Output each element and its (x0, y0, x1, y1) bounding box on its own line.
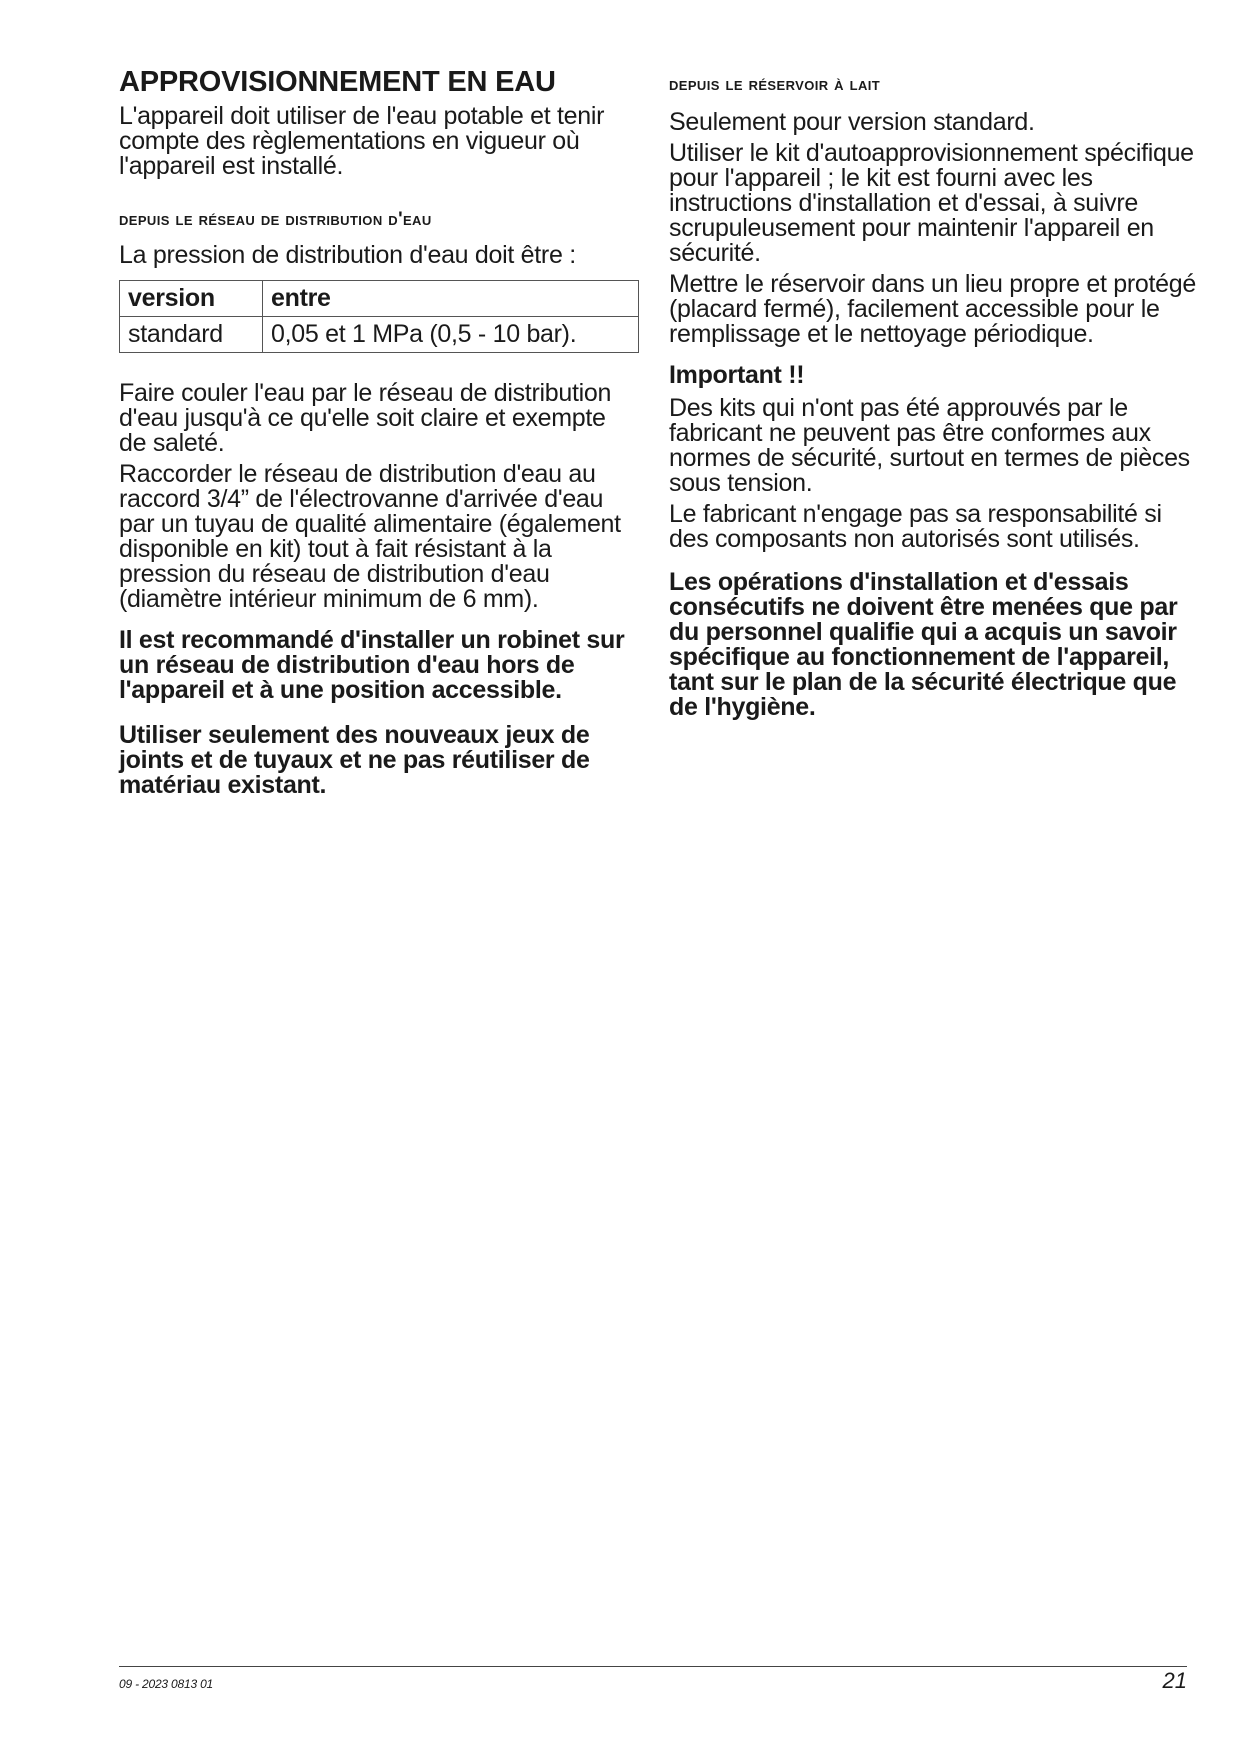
page-number: 21 (1162, 1668, 1187, 1693)
table-row (120, 317, 639, 353)
left-column (119, 64, 639, 798)
liability-paragraph: Le fabricant n'engage pas sa responsabilité si des composants non autorisés sont utilisés. (669, 500, 1162, 553)
subheading-milk-tank: depuis le réservoir à lait (669, 74, 881, 95)
document-code: 09 - 2023 0813 01 (119, 1677, 214, 1691)
important-heading: Important !! (669, 361, 805, 389)
table-header-row (120, 281, 639, 317)
pressure-intro: La pression de distribution d'eau doit être : (119, 241, 576, 269)
pressure-table (119, 280, 639, 353)
flush-paragraph: Faire couler l'eau par le réseau de distribution d'eau jusqu'à ce qu'elle soit claire et exempte de saleté. (119, 379, 612, 457)
table-cell: standard (120, 317, 263, 353)
intro-paragraph: L'appareil doit utiliser de l'eau potable et tenir compte des règlementations en vigueur où l'appareil est installé. (119, 102, 605, 180)
qualified-personnel-notice: Les opérations d'installation et d'essais consécutifs ne doivent être menées que par du personnel qualifie qui a acquis un savoir spécifique au fonctionnement de l'appareil, tant sur le plan de la sécurité électrique que de l'hygiène. (669, 568, 1178, 721)
standard-version-note: Seulement pour version standard. (669, 108, 1035, 136)
table-header-cell: entre (263, 281, 639, 317)
tank-placement-paragraph: Mettre le réservoir dans un lieu propre et protégé (placard fermé), facilement accessible pour le remplissage et le nettoyage périodique. (669, 270, 1196, 348)
kit-paragraph: Utiliser le kit d'autoapprovisionnement spécifique pour l'appareil ; le kit est fourni avec les instructions d'installation et d'essai, à suivre scrupuleusement pour maintenir l'appareil en sécurité. (669, 139, 1194, 267)
subheading-distribution-network: depuis le réseau de distribution d'eau (119, 209, 432, 230)
connect-paragraph: Raccorder le réseau de distribution d'eau au raccord 3/4” de l'électrovanne d'arrivée d'eau par un tuyau de qualité alimentaire (également disponible en kit) tout à fait résistant à la pression du réseau de distribution d'eau (diamètre intérieur minimum de 6 mm). (119, 460, 621, 613)
unapproved-kits-paragraph: Des kits qui n'ont pas été approuvés par le fabricant ne peuvent pas être conformes aux normes de sécurité, surtout en termes de pièces sous tension. (669, 394, 1190, 497)
new-seals-notice: Utiliser seulement des nouveaux jeux de joints et de tuyaux et ne pas réutiliser de matériau existant. (119, 721, 590, 799)
tap-recommendation: Il est recommandé d'installer un robinet sur un réseau de distribution d'eau hors de l'appareil et à une position accessible. (119, 626, 625, 704)
right-column (669, 64, 1199, 720)
table-cell: 0,05 et 1 MPa (0,5 - 10 bar). (263, 317, 639, 353)
table-header-cell: version (120, 281, 263, 317)
section-title: APPROVISIONNEMENT EN EAU (119, 66, 556, 98)
footer-divider (119, 1666, 1187, 1667)
